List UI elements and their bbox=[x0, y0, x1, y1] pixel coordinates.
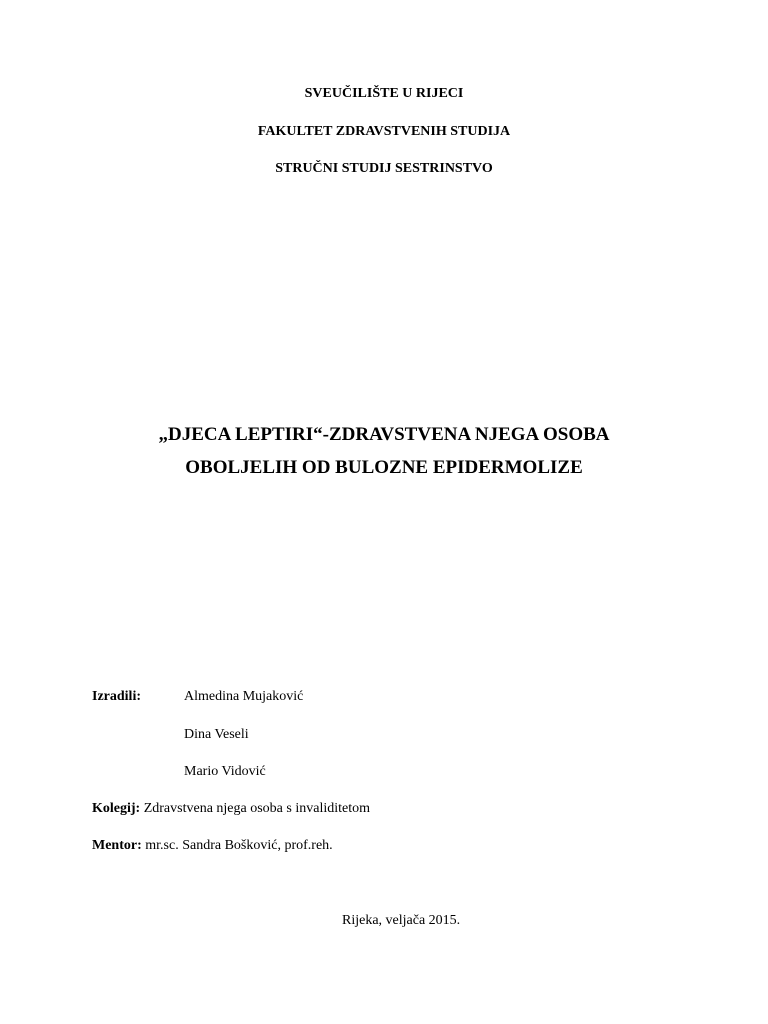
thesis-title-line-1: „DJECA LEPTIRI“-ZDRAVSTVENA NJEGA OSOBA bbox=[158, 424, 610, 445]
course-line bbox=[92, 801, 370, 817]
authors-label: Izradili: bbox=[92, 689, 141, 704]
course-label: Kolegij: bbox=[92, 801, 141, 816]
mentor-label: Mentor: bbox=[92, 838, 142, 853]
author-name: Mario Vidović bbox=[184, 764, 266, 779]
author-name: Dina Veseli bbox=[184, 727, 249, 742]
author-name: Almedina Mujaković bbox=[184, 689, 304, 704]
course-value: Zdravstvena njega osoba s invaliditetom bbox=[143, 801, 370, 816]
thesis-title-line-2: OBOLJELIH OD BULOZNE EPIDERMOLIZE bbox=[185, 457, 583, 478]
faculty-name: FAKULTET ZDRAVSTVENIH STUDIJA bbox=[257, 124, 511, 139]
study-program: STRUČNI STUDIJ SESTRINSTVO bbox=[275, 161, 493, 176]
place-and-date: Rijeka, veljača 2015. bbox=[342, 913, 461, 928]
mentor-value: mr.sc. Sandra Bošković, prof.reh. bbox=[145, 838, 333, 853]
university-name: SVEUČILIŠTE U RIJECI bbox=[304, 86, 464, 101]
mentor-line bbox=[92, 838, 333, 854]
